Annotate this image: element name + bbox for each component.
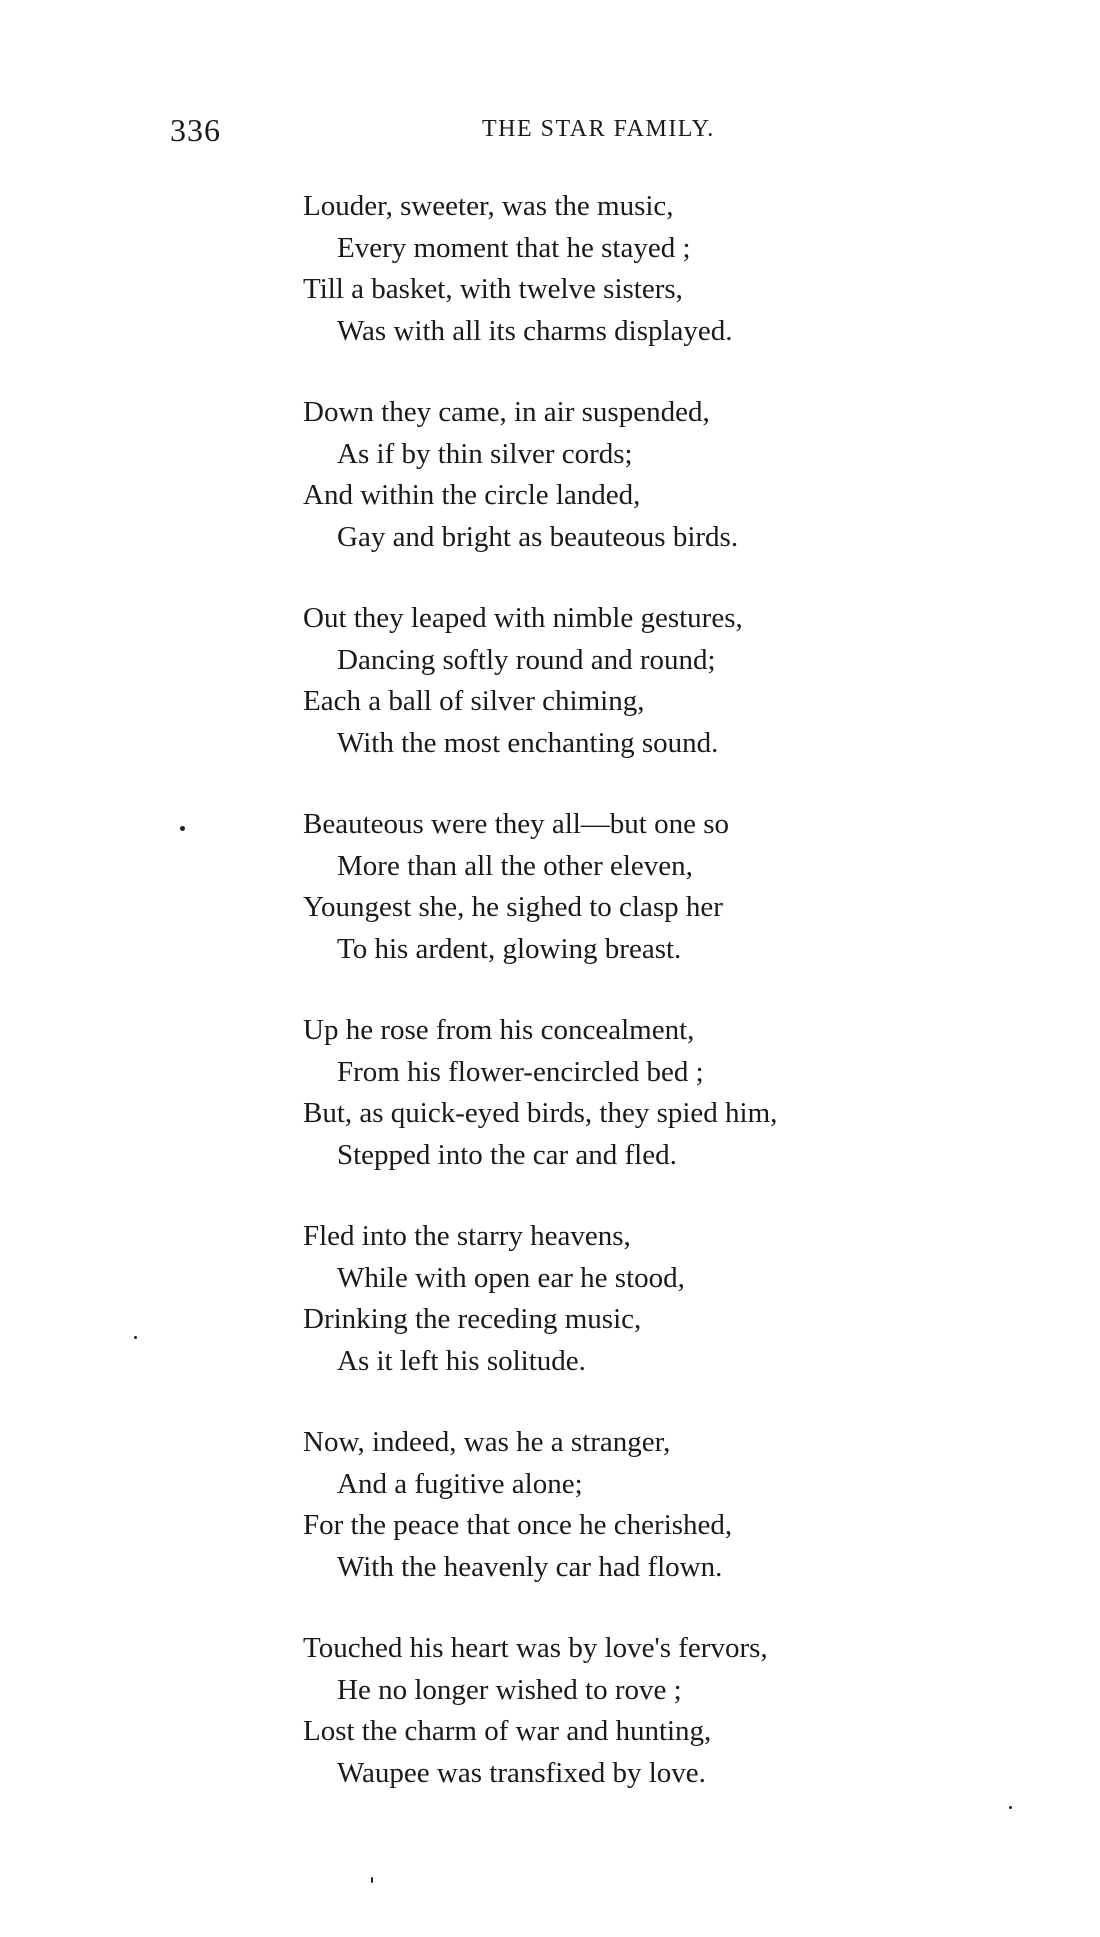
poem-line: While with open ear he stood, bbox=[337, 1261, 685, 1294]
stanza bbox=[303, 1422, 1063, 1588]
stanza bbox=[303, 804, 1063, 970]
poem-line: From his flower-encircled bed ; bbox=[337, 1055, 704, 1088]
poem bbox=[303, 186, 1063, 1834]
poem-line: Each a ball of silver chiming, bbox=[303, 685, 645, 717]
poem-line: Drinking the receding music, bbox=[303, 1303, 642, 1335]
poem-line: Fled into the starry heavens, bbox=[303, 1220, 631, 1252]
poem-line: He no longer wished to rove ; bbox=[337, 1673, 682, 1706]
stanza bbox=[303, 1628, 1063, 1794]
stanza bbox=[303, 598, 1063, 764]
poem-line: Lost the charm of war and hunting, bbox=[303, 1715, 712, 1747]
poem-line: Till a basket, with twelve sisters, bbox=[303, 273, 683, 305]
scan-speck bbox=[180, 826, 185, 831]
poem-line: Now, indeed, was he a stranger, bbox=[303, 1426, 671, 1458]
poem-line: With the most enchanting sound. bbox=[337, 726, 719, 759]
poem-line: Louder, sweeter, was the music, bbox=[303, 190, 674, 222]
stanza bbox=[303, 1216, 1063, 1382]
poem-line: Youngest she, he sighed to clasp her bbox=[303, 891, 723, 923]
stanza bbox=[303, 186, 1063, 352]
poem-line: And a fugitive alone; bbox=[337, 1467, 583, 1500]
poem-line: Beauteous were they all—but one so bbox=[303, 808, 730, 840]
page-number: 336 bbox=[170, 112, 221, 148]
poem-line: To his ardent, glowing breast. bbox=[337, 932, 682, 965]
poem-line: Gay and bright as beauteous birds. bbox=[337, 520, 739, 553]
poem-line: Up he rose from his concealment, bbox=[303, 1014, 695, 1046]
scan-speck bbox=[134, 1336, 137, 1339]
poem-line: Stepped into the car and fled. bbox=[337, 1138, 677, 1171]
poem-line: Out they leaped with nimble gestures, bbox=[303, 602, 743, 634]
poem-line: Every moment that he stayed ; bbox=[337, 231, 691, 264]
poem-line: And within the circle landed, bbox=[303, 479, 641, 511]
scan-speck bbox=[1009, 1806, 1012, 1809]
poem-line: But, as quick-eyed birds, they spied him, bbox=[303, 1097, 778, 1129]
stanza bbox=[303, 1010, 1063, 1176]
running-title: THE STAR FAMILY. bbox=[482, 116, 715, 142]
poem-line: Dancing softly round and round; bbox=[337, 643, 716, 676]
poem-line: As if by thin silver cords; bbox=[337, 437, 633, 470]
poem-line: More than all the other eleven, bbox=[337, 849, 693, 882]
poem-line: With the heavenly car had flown. bbox=[337, 1550, 723, 1583]
poem-line: Was with all its charms displayed. bbox=[337, 314, 733, 347]
poem-line: For the peace that once he cherished, bbox=[303, 1509, 733, 1541]
poem-line: Down they came, in air suspended, bbox=[303, 396, 710, 428]
poem-line: Waupee was transfixed by love. bbox=[337, 1756, 706, 1789]
scan-speck bbox=[371, 1877, 373, 1883]
poem-line: As it left his solitude. bbox=[337, 1344, 586, 1377]
poem-line: Touched his heart was by love's fervors, bbox=[303, 1632, 768, 1664]
stanza bbox=[303, 392, 1063, 558]
